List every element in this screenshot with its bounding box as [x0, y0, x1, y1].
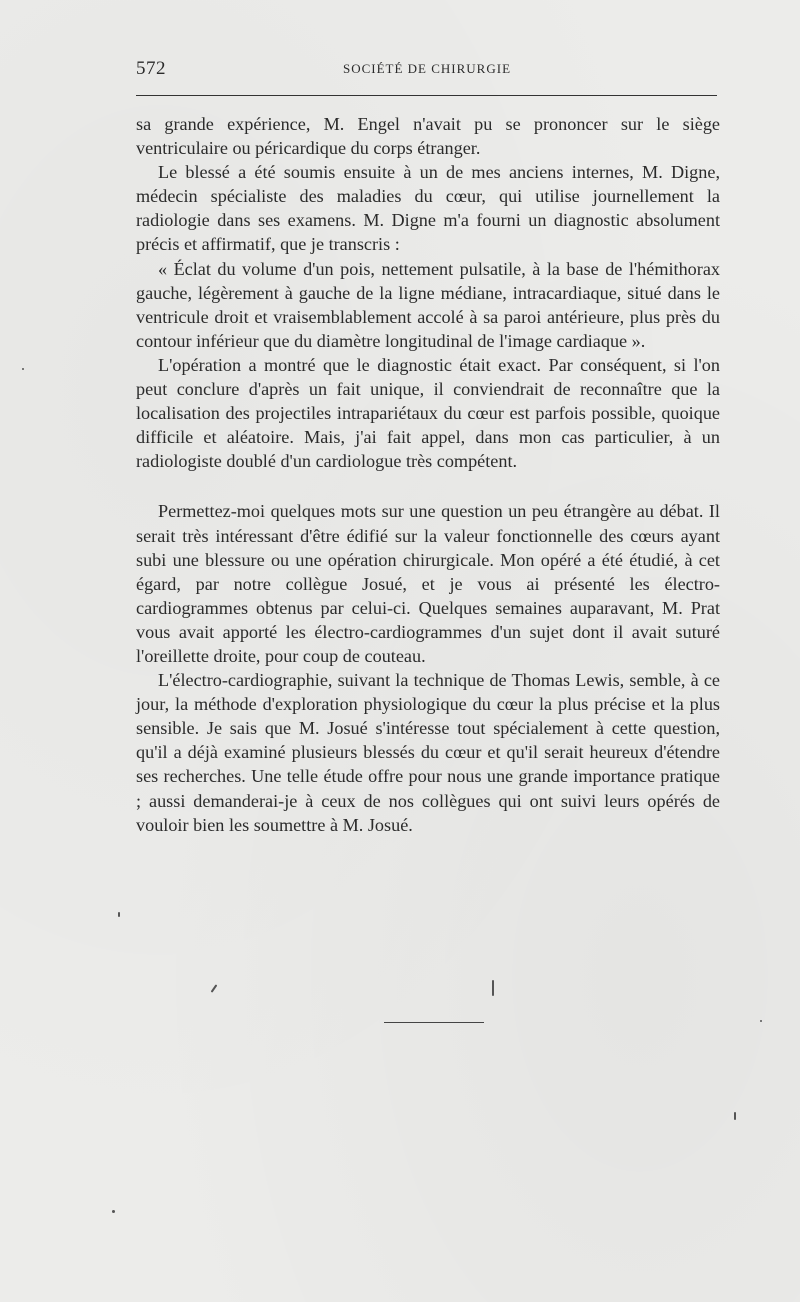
scan-speck [211, 984, 218, 993]
paragraph: L'opération a montré que le diagnostic était exact. Par conséquent, si l'on peut conclure d'après un fait unique, il conviendrait de reconnaître que la localisation des projectiles intrapariétaux du cœur est parfois possible, quoique difficile et aléatoire. Mais, j'ai fait appel, dans mon cas particulier, à un radiologiste doublé d'un cardiologue très compétent. [136, 354, 720, 472]
scan-speck [760, 1020, 762, 1022]
paragraph: sa grande expérience, M. Engel n'avait pu se prononcer sur le siège ventriculaire ou péricardique du corps étranger. [136, 114, 720, 159]
page-number: 572 [136, 58, 166, 79]
scan-speck [734, 1112, 736, 1120]
paragraph: « Éclat du volume d'un pois, nettement pulsatile, à la base de l'hémithorax gauche, légèrement à gauche de la ligne médiane, intracardiaque, situé dans le ventricule droit et vraisemblablement accolé à sa paroi antérieure, plus près du contour inférieur que du diamètre longitudinal de l'image cardiaque ». [136, 258, 720, 351]
body-text [136, 112, 720, 837]
paragraph: Permettez-moi quelques mots sur une question un peu étrangère au débat. Il serait très intéressant d'être édifié sur la valeur fonctionnelle des cœurs ayant subi une blessure ou une opération chirurgicale. Mon opéré a été étudié, à cet égard, par notre collègue Josué, et je vous ai présenté les électro-cardiogrammes obtenus par celui-ci. Quelques semaines auparavant, M. Prat vous avait apporté les électro-cardiogrammes d'un sujet dont il avait suturé l'oreillette droite, pour coup de couteau. [136, 501, 720, 666]
scan-speck [118, 912, 120, 917]
header-rule [136, 95, 717, 96]
scan-speck [492, 980, 494, 996]
running-title: SOCIÉTÉ DE CHIRURGIE [342, 61, 512, 76]
end-rule [384, 1022, 484, 1023]
scan-speck [22, 368, 24, 370]
scan-speck [112, 1210, 115, 1213]
paragraph: Le blessé a été soumis ensuite à un de mes anciens internes, M. Digne, médecin spécialiste des maladies du cœur, qui utilise journellement la radiologie dans ses examens. M. Digne m'a fourni un diagnostic absolument précis et affirmatif, que je transcris : [136, 162, 720, 255]
paragraph: L'électro-cardiographie, suivant la technique de Thomas Lewis, semble, à ce jour, la méthode d'exploration physiologique du cœur la plus précise et la plus sensible. Je sais que M. Josué s'intéresse tout spécialement à cette question, qu'il a déjà examiné plusieurs blessés du cœur et qu'il serait heureux d'étendre ses recherches. Une telle étude offre pour nous une grande importance pratique ; aussi demanderai-je à ceux de nos collègues qui ont suivi leurs opérés de vouloir bien les soumettre à M. Josué. [136, 670, 720, 835]
page-header [136, 58, 718, 88]
